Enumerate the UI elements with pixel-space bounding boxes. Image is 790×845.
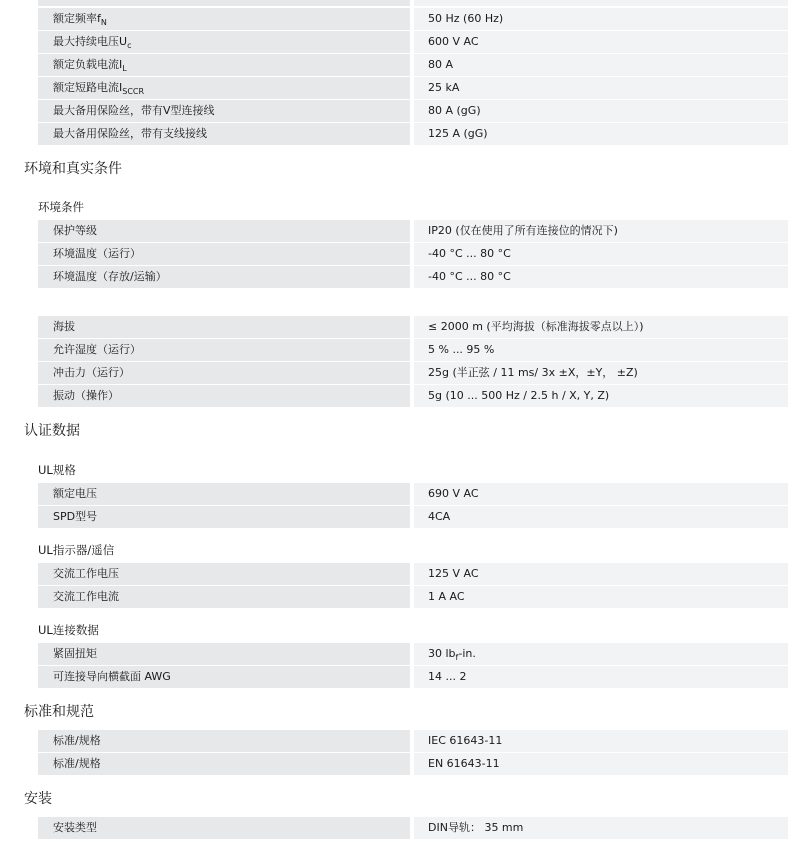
row-value: 1 A AC [414, 586, 788, 608]
section-title-environment: 环境和真实条件 [24, 161, 122, 177]
table-row [38, 266, 788, 289]
row-label: 额定短路电流$I_{SCCR}$ [38, 77, 410, 99]
row-value: DIN导轨： 35 mm [414, 817, 788, 839]
row-label: 海拔 [38, 316, 410, 338]
table-row [38, 483, 788, 506]
row-label: 交流工作电流 [38, 586, 410, 608]
row-label: 最大备用保险丝，带有V型连接线 [38, 100, 410, 122]
row-label: 交流工作电压 [38, 563, 410, 585]
table-row [38, 220, 788, 243]
section-title-certification: 认证数据 [24, 423, 80, 439]
row-value: 5g (10 ... 500 Hz / 2.5 h / X, Y, Z) [414, 385, 788, 407]
subsection-title-ul-connection: UL连接数据 [38, 623, 99, 637]
subsection-title-environment-conditions: 环境条件 [38, 200, 84, 214]
row-value: 25 kA [414, 77, 788, 99]
table-row [38, 586, 788, 609]
row-label: 保护等级 [38, 220, 410, 242]
row-value: 5 % ... 95 % [414, 339, 788, 361]
row-value: 14 ... 2 [414, 666, 788, 688]
row-value: IP20 (仅在使用了所有连接位的情况下) [414, 220, 788, 242]
row-label [38, 0, 410, 6]
row-value: EN 61643-11 [414, 753, 788, 775]
row-label: 紧固扭矩 [38, 643, 410, 665]
row-value: 25g (半正弦 / 11 ms/ 3x ±X，±Y， ±Z) [414, 362, 788, 384]
row-label: 标准/规格 [38, 730, 410, 752]
table-row [38, 316, 788, 339]
row-value: 125 V AC [414, 563, 788, 585]
row-value: ≤ 2000 m (平均海拔（标准海拔零点以上）) [414, 316, 788, 338]
row-label: 标准/规格 [38, 753, 410, 775]
row-label: 环境温度（运行） [38, 243, 410, 265]
table-row [38, 730, 788, 753]
row-label: 安装类型 [38, 817, 410, 839]
table-row [38, 243, 788, 266]
table-row [38, 77, 788, 100]
table-row [38, 563, 788, 586]
section-title-standards: 标准和规范 [24, 704, 94, 720]
row-value: -40 °C ... 80 °C [414, 243, 788, 265]
row-label: 环境温度（存放/运输） [38, 266, 410, 288]
row-label: 振动（操作） [38, 385, 410, 407]
row-label: 冲击力（运行） [38, 362, 410, 384]
table-row [38, 100, 788, 123]
table-row [38, 666, 788, 689]
row-value: 80 A [414, 54, 788, 76]
section-title-installation: 安装 [24, 791, 52, 807]
row-label: SPD型号 [38, 506, 410, 528]
row-value: 600 V AC [414, 31, 788, 53]
row-value: 4CA [414, 506, 788, 528]
table-row [38, 339, 788, 362]
table-row-partial [38, 0, 788, 7]
row-value: 50 Hz (60 Hz) [414, 8, 788, 30]
row-value: 690 V AC [414, 483, 788, 505]
table-row [38, 31, 788, 54]
row-value: -40 °C ... 80 °C [414, 266, 788, 288]
table-row [38, 123, 788, 146]
subsection-title-ul-indicator: UL指示器/遥信 [38, 543, 115, 557]
row-label: 允许湿度（运行） [38, 339, 410, 361]
row-value: 80 A (gG) [414, 100, 788, 122]
table-row [38, 54, 788, 77]
row-label: 额定电压 [38, 483, 410, 505]
table-row [38, 385, 788, 408]
row-label: 额定频率$f_N$ [38, 8, 410, 30]
table-row [38, 753, 788, 776]
row-label: 最大备用保险丝，带有支线接线 [38, 123, 410, 145]
table-row [38, 8, 788, 31]
row-value: 30 $lb_f-in$. [414, 643, 788, 665]
table-row [38, 506, 788, 529]
table-row [38, 362, 788, 385]
table-row [38, 643, 788, 666]
subsection-title-ul-spec: UL规格 [38, 463, 76, 477]
table-row [38, 817, 788, 840]
row-value: IEC 61643-11 [414, 730, 788, 752]
row-label: 额定负载电流$I_L$ [38, 54, 410, 76]
row-label: 可连接导向横截面 AWG [38, 666, 410, 688]
row-value [414, 0, 788, 6]
row-value: 125 A (gG) [414, 123, 788, 145]
row-label: 最大持续电压$U_c$ [38, 31, 410, 53]
